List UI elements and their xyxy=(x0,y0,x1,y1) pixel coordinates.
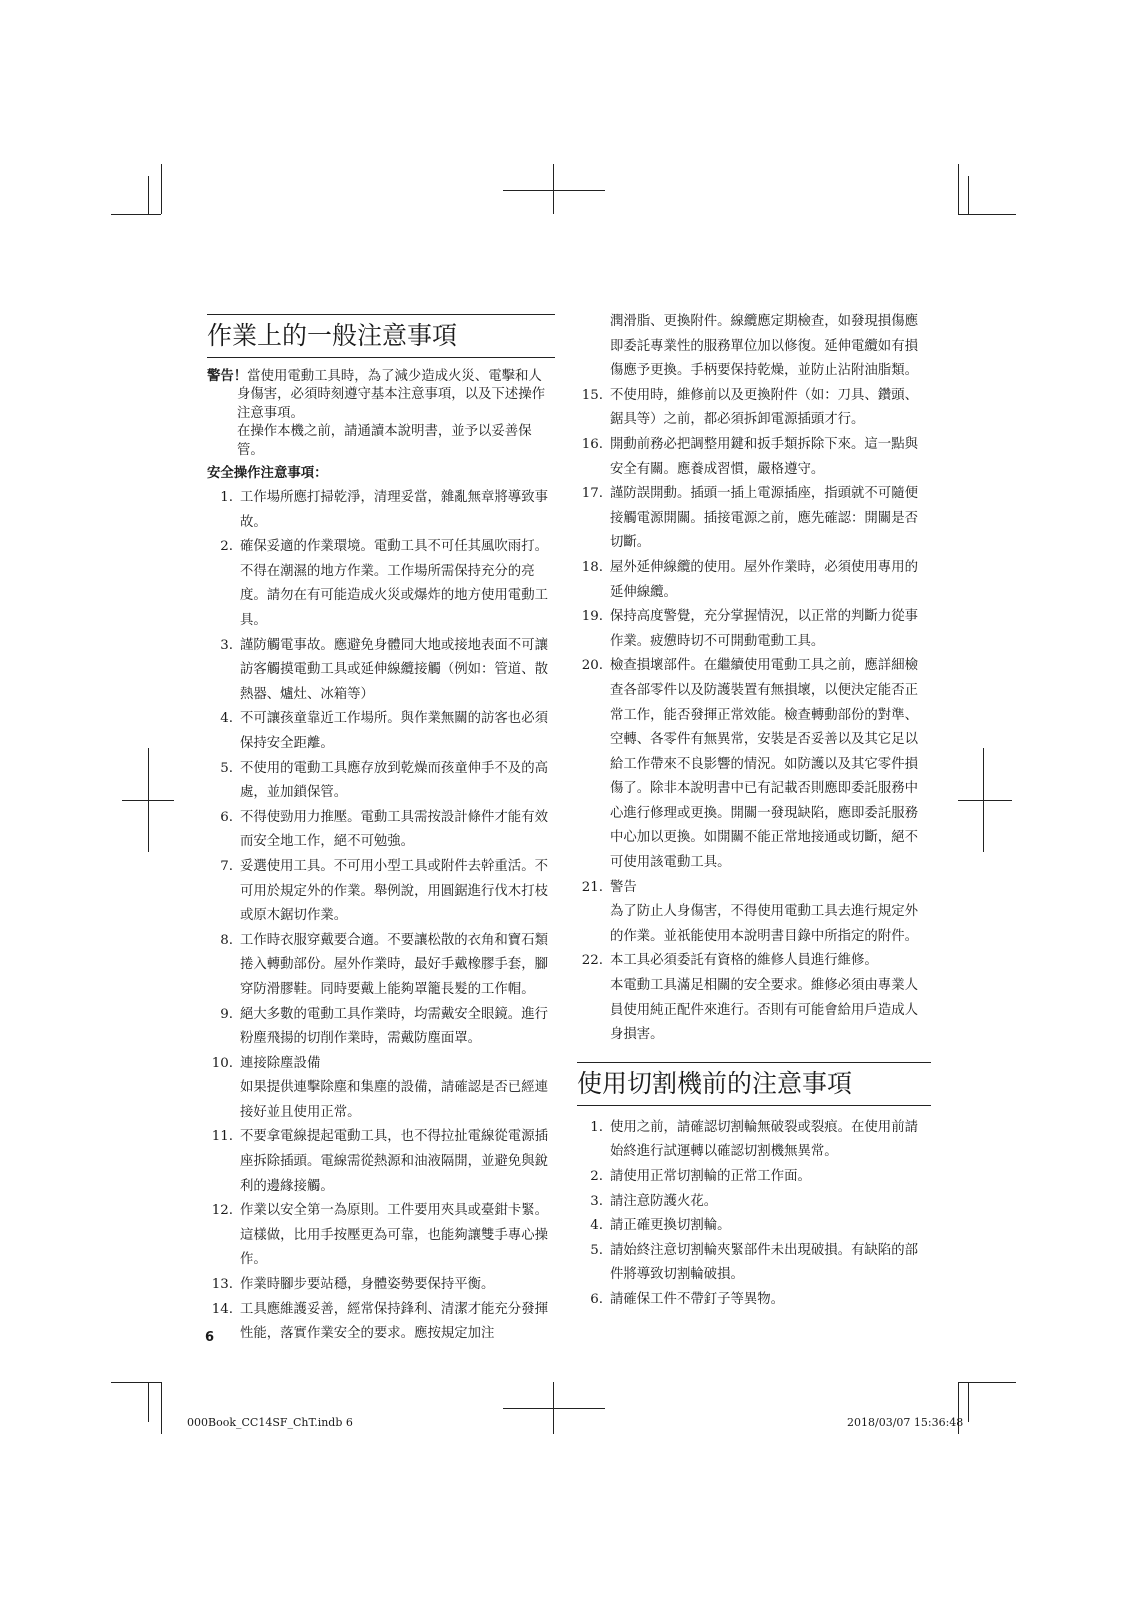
section-title: 作業上的一般注意事項 xyxy=(207,314,555,358)
item-text: 本工具必須委託有資格的維修人員進行維修。 xyxy=(610,953,878,969)
crop-mark xyxy=(148,1382,149,1422)
list-item xyxy=(207,1052,555,1126)
list-item xyxy=(577,556,931,605)
item-number: 18. xyxy=(581,559,603,575)
item-number: 5. xyxy=(590,1242,603,1258)
item-number: 19. xyxy=(581,609,603,625)
item-number: 12. xyxy=(211,1203,233,1219)
warning-block xyxy=(207,368,555,460)
crop-mark xyxy=(968,1382,969,1422)
item-number: 5. xyxy=(220,760,233,776)
item-text: 請確保工件不帶釘子等異物。 xyxy=(610,1291,785,1307)
item-text: 使用之前，請確認切割輪無破裂或裂痕。在使用前請始終進行試運轉以確認切割機無異常。 xyxy=(610,1119,918,1160)
item-text: 屋外延伸線纜的使用。屋外作業時，必須使用專用的延伸線纜。 xyxy=(610,559,918,600)
item-text: 請始終注意切割輪夾緊部件未出現破損。有缺陷的部件將導致切割輪破損。 xyxy=(610,1242,918,1283)
crop-mark xyxy=(983,748,984,852)
right-column xyxy=(577,314,931,1313)
crop-mark xyxy=(111,1382,161,1383)
item-number: 9. xyxy=(220,1006,233,1022)
item-number: 21. xyxy=(581,879,603,895)
item-number: 13. xyxy=(211,1277,233,1293)
list-item xyxy=(577,654,931,875)
item-subtext: 為了防止人身傷害，不得使用電動工具去進行規定外的作業。並祇能使用本說明書目錄中所指定的附件。 xyxy=(610,904,918,944)
item-number: 22. xyxy=(581,953,603,969)
list-item xyxy=(207,634,555,708)
item-text: 請使用正常切割輪的正常工作面。 xyxy=(610,1169,811,1184)
item-text: 不要拿電線提起電動工具，也不得拉扯電線從電源插座拆除插頭。電線需從熱源和油液隔開，並避免與銳利的邊緣接觸。 xyxy=(240,1129,548,1194)
item-text: 警告 xyxy=(610,879,637,895)
item-text: 謹防觸電事故。應避免身體同大地或接地表面不可讓訪客觸摸電動工具或延伸線纜接觸（例如：管道、散熱器、爐灶、冰箱等） xyxy=(240,637,548,702)
list-item xyxy=(577,1214,931,1239)
item-number: 10. xyxy=(211,1055,233,1071)
item-text: 工作場所應打掃乾淨，清理妥當，雜亂無章將導致事故。 xyxy=(240,490,548,530)
list-item xyxy=(207,486,555,535)
left-column xyxy=(207,314,555,1347)
item-number: 3. xyxy=(220,637,233,653)
list-item xyxy=(207,757,555,806)
list-item xyxy=(577,1165,931,1190)
item-text: 妥選使用工具。不可用小型工具或附件去幹重活。不可用於規定外的作業。舉例說，用圓鋸進行伐木打枝或原木鋸切作業。 xyxy=(240,858,548,924)
item-text: 保持高度警覺，充分掌握情況，以正常的判斷力從事作業。疲憊時切不可開動電動工具。 xyxy=(610,609,918,649)
list-item xyxy=(577,605,931,654)
list-item xyxy=(577,1190,931,1215)
item-text: 工具應維護妥善，經常保持鋒利、清潔才能充分發揮性能，落實作業安全的要求。應按規定加注 xyxy=(240,1301,548,1342)
list-item xyxy=(207,1199,555,1273)
item-text: 請注意防護火花。 xyxy=(610,1193,718,1209)
footer-datetime: 2018/03/07 15:36:48 xyxy=(847,1416,964,1429)
crop-mark xyxy=(503,190,605,191)
item-text: 連接除塵設備 xyxy=(240,1055,321,1071)
item-text: 作業以安全第一為原則。工件要用夾具或臺鉗卡緊。這樣做，比用手按壓更為可靠，也能夠讓雙手專心操作。 xyxy=(240,1203,548,1268)
item-number: 14. xyxy=(211,1301,233,1317)
cutter-list xyxy=(577,1116,931,1313)
list-item xyxy=(577,384,931,433)
item-number: 1. xyxy=(220,490,233,506)
list-item xyxy=(207,1125,555,1199)
item-text: 謹防誤開動。插頭一插上電源插座，指頭就不可隨便接觸電源開關。插接電源之前，應先確認：開關是否切斷。 xyxy=(610,486,918,551)
crop-mark xyxy=(161,164,162,214)
item-subtext: 本電動工具滿足相關的安全要求。維修必須由專業人員使用純正配件來進行。否則有可能會給用戶造成人身損害。 xyxy=(610,978,918,1043)
crop-mark xyxy=(958,164,959,214)
list-item xyxy=(577,482,931,556)
item-number: 8. xyxy=(220,932,233,948)
item-number: 6. xyxy=(220,809,233,825)
list-item xyxy=(207,929,555,1003)
crop-mark xyxy=(161,1382,162,1434)
item-text: 不使用的電動工具應存放到乾燥而孩童伸手不及的高處，並加鎖保管。 xyxy=(240,760,548,801)
warning-text: 當使用電動工具時，為了減少造成火災、電擊和人身傷害，必須時刻遵守基本注意事項，以及下述操作注意事項。 xyxy=(237,369,545,421)
item-text: 不可讓孩童靠近工作場所。與作業無關的訪客也必須保持安全距離。 xyxy=(240,711,548,751)
item-text: 請正確更換切割輪。 xyxy=(610,1218,731,1234)
list-item xyxy=(207,855,555,929)
crop-mark xyxy=(553,1382,554,1434)
item-text: 作業時腳步要站穩，身體姿勢要保持平衡。 xyxy=(240,1277,495,1293)
crop-mark xyxy=(958,214,1016,215)
item-number: 2. xyxy=(220,539,233,555)
item-text: 工作時衣服穿戴要合適。不要讓松散的衣角和寶石類捲入轉動部份。屋外作業時，最好手戴橡膠手套，腳穿防滑膠鞋。同時要戴上能夠罩籠長髮的工作帽。 xyxy=(240,932,548,997)
crop-mark xyxy=(958,1382,1016,1383)
crop-mark xyxy=(148,176,149,214)
safety-list xyxy=(207,486,555,1347)
item-text: 不得使勁用力推壓。電動工具需按設計條件才能有效而安全地工作，絕不可勉強。 xyxy=(240,809,548,850)
subheading: 安全操作注意事項： xyxy=(207,466,328,482)
section-title-2: 使用切割機前的注意事項 xyxy=(577,1062,931,1106)
item-number: 17. xyxy=(581,486,603,502)
crop-mark xyxy=(148,748,149,852)
item-text: 開動前務必把調整用鍵和扳手類拆除下來。這一點與安全有關。應養成習慣，嚴格遵守。 xyxy=(610,436,918,477)
item-number: 2. xyxy=(590,1169,603,1184)
warning-text-2: 在操作本機之前，請通讀本說明書，並予以妥善保管。 xyxy=(237,424,532,458)
item-number: 7. xyxy=(220,858,233,874)
list-item xyxy=(577,433,931,482)
item-text: 確保妥適的作業環境。電動工具不可任其風吹雨打。不得在潮濕的地方作業。工作場所需保持充分的亮度。請勿在有可能造成火災或爆炸的地方使用電動工具。 xyxy=(240,539,548,628)
crop-mark xyxy=(958,800,1012,801)
crop-mark xyxy=(553,164,554,214)
safety-list-continued xyxy=(577,384,931,1048)
footer-file: 000Book_CC14SF_ChT.indb 6 xyxy=(187,1416,353,1429)
item14-continued: 潤滑脂、更換附件。線纜應定期檢查，如發現損傷應即委託專業性的服務單位加以修復。延伸電纜如有損傷應予更換。手柄要保持乾燥，並防止沾附油脂類。 xyxy=(610,314,918,379)
item-text: 不使用時，維修前以及更換附件（如：刀具、鑽頭、鋸具等）之前，都必須拆卸電源插頭才行。 xyxy=(610,387,918,428)
item-text: 絕大多數的電動工具作業時，均需戴安全眼鏡。進行粉塵飛揚的切削作業時，需戴防塵面罩。 xyxy=(240,1006,548,1047)
list-item xyxy=(207,707,555,756)
crop-mark xyxy=(968,176,969,214)
list-item xyxy=(577,1239,931,1288)
item-number: 4. xyxy=(220,711,233,727)
list-item xyxy=(207,806,555,855)
item-number: 15. xyxy=(581,387,603,403)
list-item xyxy=(577,1288,931,1313)
list-item xyxy=(577,876,931,950)
item-number: 11. xyxy=(211,1129,233,1145)
item-number: 4. xyxy=(590,1218,603,1234)
list-item xyxy=(207,1273,555,1298)
crop-mark xyxy=(111,214,161,215)
list-item xyxy=(207,1298,555,1347)
warning-lead: 警告！ xyxy=(207,369,248,384)
crop-mark xyxy=(503,1408,605,1409)
item-number: 6. xyxy=(590,1291,603,1307)
list-item xyxy=(207,1003,555,1052)
item-number: 1. xyxy=(590,1119,603,1135)
item-number: 3. xyxy=(590,1193,603,1209)
item-number: 20. xyxy=(581,658,603,674)
item-text: 檢查損壞部件。在繼續使用電動工具之前，應詳細檢查各部零件以及防護裝置有無損壞，以便決定能否正常工作，能否發揮正常效能。檢查轉動部份的對準、空轉、各零件有無異常，安裝是否妥善以及其它足以給工作帶來不良影響的情況。如防護以及其它零件損傷了。除非本說明書中已有記載否則應即委託服務中心進行修理或更換。開關一發現缺陷，應即委託服務中心加以更換。如開關不能正常地接通或切斷，絕不可使用該電動工具。 xyxy=(610,658,918,871)
item-number: 16. xyxy=(581,436,603,452)
list-item xyxy=(577,949,931,1047)
page-number: 6 xyxy=(205,1330,215,1345)
item-subtext: 如果提供連擊除塵和集塵的設備，請確認是否已經連接好並且使用正常。 xyxy=(240,1080,548,1120)
list-item xyxy=(577,1116,931,1165)
list-item xyxy=(207,535,555,633)
